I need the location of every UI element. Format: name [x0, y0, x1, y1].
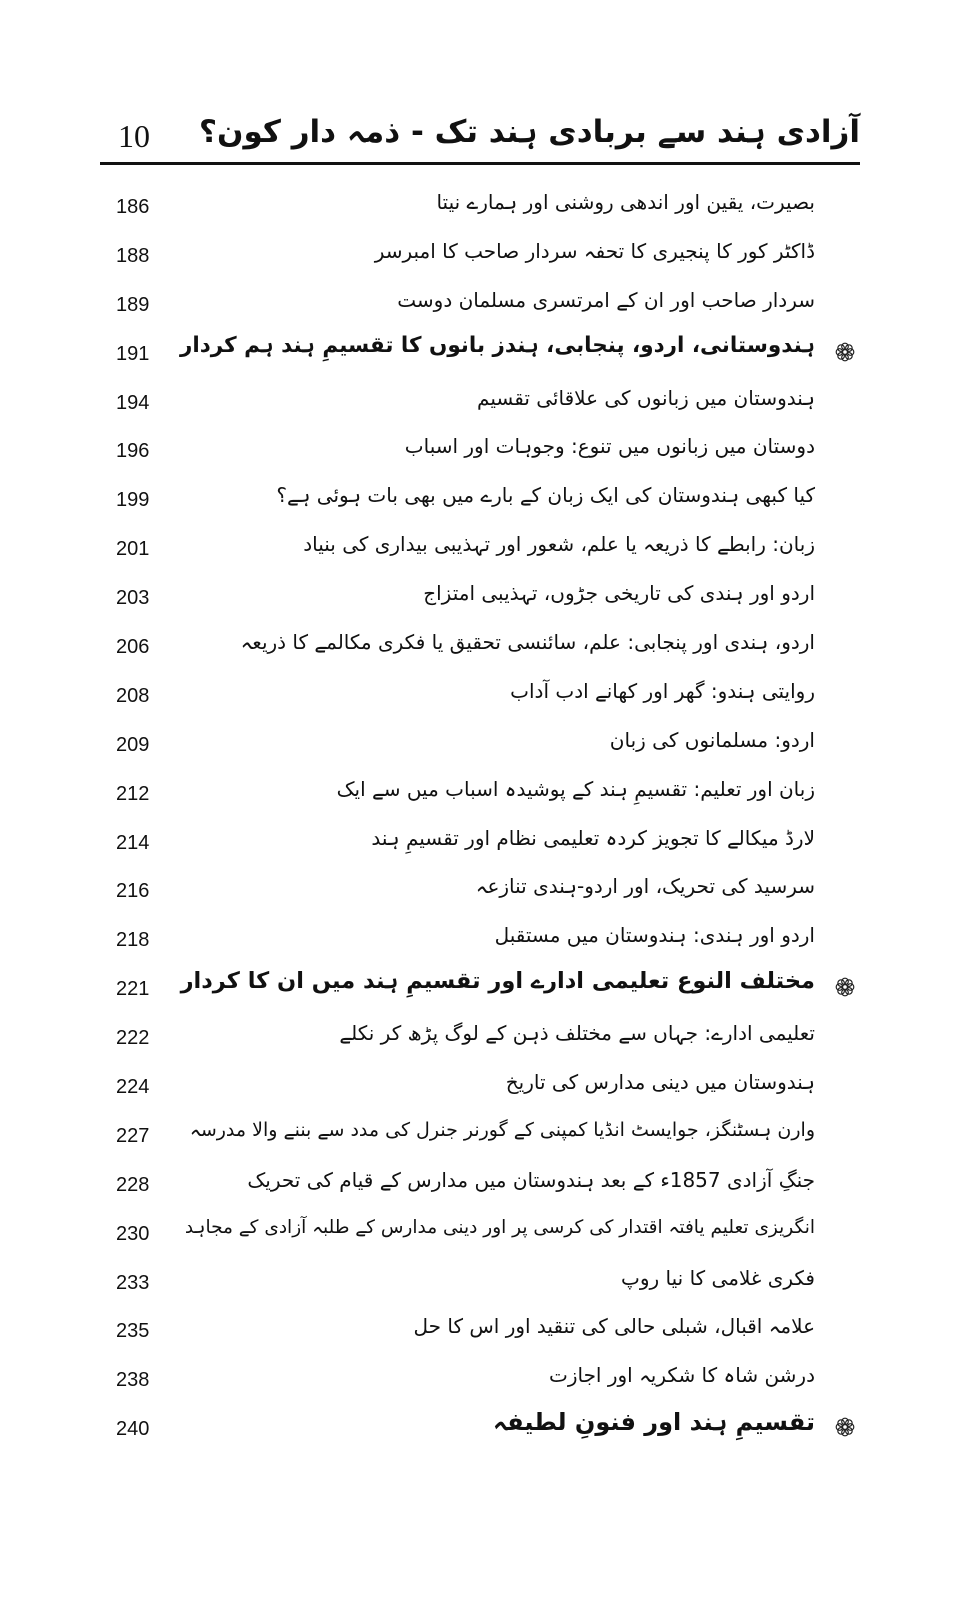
toc-entry — [100, 575, 860, 624]
toc-page-number: 189 — [116, 293, 150, 316]
toc-entry-title: لارڈ میکالے کا تجویز کردہ تعلیمی نظام اور تقسیمِ ہند — [371, 825, 815, 850]
flower-icon — [834, 341, 856, 363]
toc-entry — [100, 477, 860, 526]
toc-entry-title: جنگِ آزادی 1857ء کے بعد ہندوستان میں مدارس کے قیام کی تحریک — [247, 1167, 815, 1192]
toc-page-number: 214 — [116, 831, 150, 854]
toc-entry-title: ہندوستانی، اردو، پنجابی، ہندز بانوں کا تقسیمِ ہند ہم کردار — [180, 332, 815, 358]
toc-entry — [100, 428, 860, 477]
toc-page-number: 230 — [116, 1222, 150, 1245]
toc-entry — [100, 624, 860, 673]
toc-entry-title: وارن ہسٹنگز، جوایسٹ انڈیا کمپنی کے گورنر جنرل کی مدد سے بننے والا مدرسہ — [189, 1118, 815, 1141]
toc-entry-title: تقسیمِ ہند اور فنونِ لطیفہ — [493, 1408, 815, 1437]
toc-page-number: 221 — [116, 978, 150, 1001]
toc-entry-title: دوستان میں زبانوں میں تنوع: وجوہات اور اسباب — [404, 434, 815, 459]
toc-page-number: 212 — [116, 782, 150, 805]
page-number: 10 — [118, 118, 150, 154]
toc-page-number: 191 — [116, 342, 150, 365]
toc-entry-title: ڈاکٹر کور کا پنجیری کا تحفہ سردار صاحب کا امبرسر — [374, 238, 815, 263]
toc-entry — [100, 917, 860, 966]
toc-page-number: 233 — [116, 1271, 150, 1294]
toc-entry — [100, 1113, 860, 1162]
toc-page-number: 240 — [116, 1418, 150, 1441]
toc-entry — [100, 1260, 860, 1309]
toc-page-number: 222 — [116, 1027, 150, 1050]
toc-entry-title: درشن شاہ کا شکریہ اور اجازت — [548, 1363, 815, 1388]
toc-entry — [100, 868, 860, 917]
flower-icon — [834, 976, 856, 998]
toc-entry — [100, 1406, 860, 1455]
toc-entry — [100, 380, 860, 429]
toc-entry-title: زبان: رابطے کا ذریعہ یا علم، شعور اور تہذیبی بیداری کی بنیاد — [303, 532, 815, 557]
toc-entry — [100, 184, 860, 233]
toc-page-number: 235 — [116, 1320, 150, 1343]
toc-entry — [100, 282, 860, 331]
toc-entry-title: بصیرت، یقین اور اندھی روشنی اور ہمارے نیتا — [436, 190, 815, 214]
toc-entry — [100, 1162, 860, 1211]
toc-entry — [100, 331, 860, 380]
toc-entry-title: انگریزی تعلیم یافتہ اقتدار کی کرسی پر اور دینی مدارس کے طلبہ آزادی کے مجاہد — [184, 1216, 815, 1238]
toc-entry-title: اردو: مسلمانوں کی زبان — [609, 727, 815, 752]
toc-entry-title: تعلیمی ادارے: جہاں سے مختلف ذہن کے لوگ پڑھ کر نکلے — [339, 1021, 815, 1046]
toc-page-number: 238 — [116, 1369, 150, 1392]
page-header — [100, 112, 860, 165]
toc-page-number: 188 — [116, 244, 150, 267]
toc-entry-title: علامہ اقبال، شبلی حالی کی تنقید اور اس کا حل — [413, 1314, 815, 1339]
toc-entry-title: سردار صاحب اور ان کے امرتسری مسلمان دوست — [397, 287, 815, 312]
toc-entry — [100, 1064, 860, 1113]
toc-entry-title: کیا کبھی ہندوستان کی ایک زبان کے بارے میں بھی بات ہوئی ہے؟ — [276, 483, 815, 508]
toc-page-number: 224 — [116, 1076, 150, 1099]
toc-entry — [100, 1308, 860, 1357]
toc-entry-title: اردو اور ہندی کی تاریخی جڑوں، تہذیبی امتزاج — [423, 581, 815, 606]
running-title: آزادی ہند سے بربادی ہند تک - ذمہ دار کون؟ — [199, 114, 860, 150]
toc-entry — [100, 966, 860, 1015]
toc-entry — [100, 673, 860, 722]
flower-icon — [834, 1416, 856, 1438]
toc-entry-title: اردو اور ہندی: ہندوستان میں مستقبل — [494, 923, 815, 948]
toc-entry — [100, 526, 860, 575]
toc-entry-title: سرسید کی تحریک، اور اردو-ہندی تنازعہ — [475, 874, 815, 899]
toc-page-number: 196 — [116, 440, 150, 463]
toc-entry — [100, 722, 860, 771]
toc-page-number: 206 — [116, 636, 150, 659]
toc-entry-title: ہندوستان میں زبانوں کی علاقائی تقسیم — [477, 385, 815, 410]
toc-page-number: 216 — [116, 880, 150, 903]
toc-entry-title: مختلف النوع تعلیمی ادارے اور تقسیمِ ہند میں ان کا کردار — [180, 968, 815, 995]
toc-page-number: 186 — [116, 196, 150, 218]
toc-page-number: 218 — [116, 929, 150, 952]
toc-page-number: 208 — [116, 684, 150, 707]
toc-page-number: 194 — [116, 391, 150, 414]
toc-entry — [100, 820, 860, 869]
toc-entry-title: روایتی ہندو: گھر اور کھانے ادب آداب — [510, 678, 815, 703]
toc-page-number: 203 — [116, 587, 150, 610]
toc-page-number: 209 — [116, 733, 150, 756]
toc-entry — [100, 771, 860, 820]
toc-entry — [100, 1211, 860, 1260]
table-of-contents — [100, 184, 860, 1455]
toc-entry-title: ہندوستان میں دینی مدارس کی تاریخ — [505, 1070, 815, 1095]
toc-entry — [100, 1015, 860, 1064]
toc-entry-title: فکری غلامی کا نیا روپ — [621, 1265, 815, 1290]
toc-page-number: 201 — [116, 538, 150, 561]
toc-page-number: 227 — [116, 1124, 150, 1147]
toc-page-number: 199 — [116, 489, 150, 512]
toc-entry — [100, 233, 860, 282]
toc-entry-title: اردو، ہندی اور پنجابی: علم، سائنسی تحقیق یا فکری مکالمے کا ذریعہ — [240, 630, 815, 655]
toc-entry-title: زبان اور تعلیم: تقسیمِ ہند کے پوشیدہ اسباب میں سے ایک — [336, 776, 815, 801]
toc-entry — [100, 1357, 860, 1406]
toc-page-number: 228 — [116, 1173, 150, 1196]
